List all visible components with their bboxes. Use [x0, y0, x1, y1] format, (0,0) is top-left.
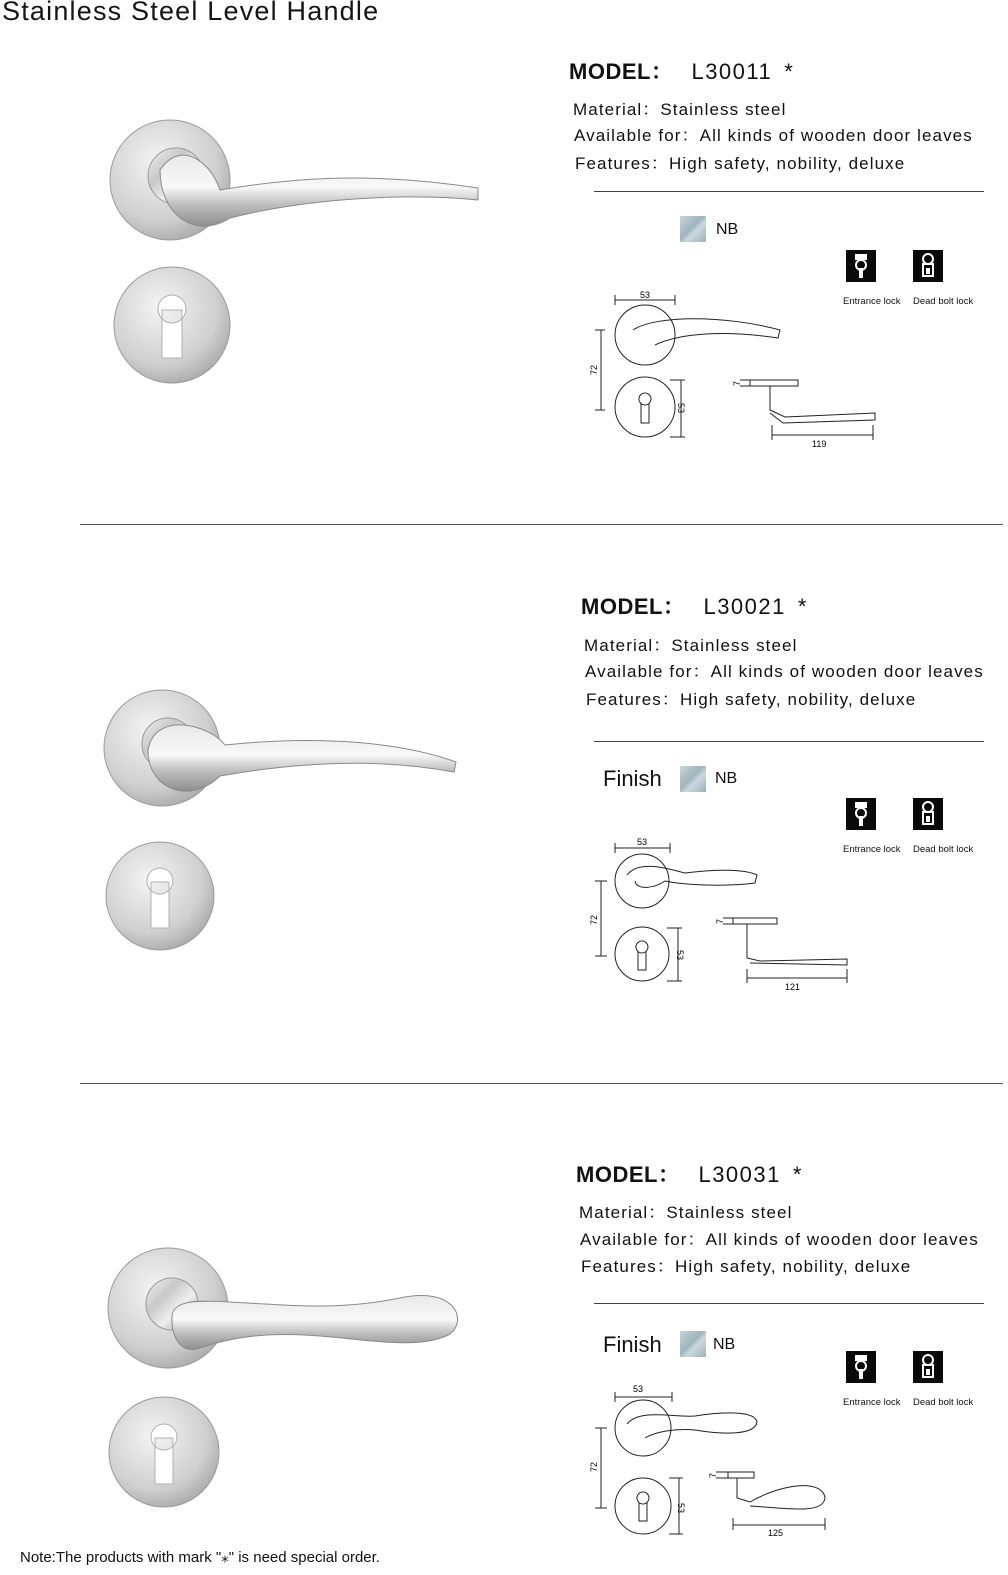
dim-spacing: 72	[589, 1461, 599, 1472]
finish-label: Finish	[603, 1332, 662, 1357]
dim-rose: 53	[640, 290, 651, 300]
dead-bolt-lock-label: Dead bolt lock	[913, 844, 974, 855]
page-title: Stainless Steel Level Handle	[2, 0, 380, 26]
dead-bolt-lock-icon	[913, 1351, 943, 1383]
spec-divider	[594, 1303, 984, 1304]
dead-bolt-lock-label: Dead bolt lock	[913, 1397, 974, 1408]
handle-photo	[100, 100, 490, 390]
dead-bolt-lock-label: Dead bolt lock	[913, 296, 974, 307]
technical-drawing	[585, 833, 865, 998]
spec-available: Available for：All kinds of wooden door leaves	[585, 662, 984, 681]
dim-length: 121	[785, 982, 801, 992]
finish-label: Finish	[603, 766, 662, 791]
model-label: MODEL：	[581, 594, 686, 619]
entrance-lock-label: Entrance lock	[843, 844, 901, 855]
model-code: L30031	[698, 1162, 781, 1187]
entrance-lock-icon	[846, 1351, 876, 1383]
spec-material: Material：Stainless steel	[579, 1203, 793, 1222]
handle-photo	[100, 680, 470, 960]
entrance-lock-icon	[846, 250, 876, 282]
model-label: MODEL：	[576, 1162, 681, 1187]
section-divider	[80, 524, 1003, 525]
special-order-mark: *	[784, 59, 793, 84]
special-order-note: Note:The products with mark "⁎" is need special order.	[20, 1549, 380, 1566]
dim-rose: 53	[633, 1384, 644, 1394]
finish-code: NB	[715, 770, 738, 787]
spec-divider	[594, 741, 984, 742]
special-order-mark: *	[792, 1162, 802, 1187]
technical-drawing	[585, 285, 885, 455]
dim-escutcheon: 53	[676, 1503, 686, 1514]
dim-escutcheon: 53	[675, 950, 685, 961]
spec-available: Available for：All kinds of wooden door leaves	[574, 126, 973, 145]
dim-spacing: 72	[589, 914, 599, 925]
model-code: L30011	[691, 59, 773, 84]
technical-drawing	[585, 1380, 845, 1545]
section-divider	[80, 1083, 1003, 1084]
finish-code: NB	[713, 1336, 736, 1353]
spec-divider	[594, 191, 984, 192]
finish-swatch	[680, 1331, 706, 1357]
model-heading	[569, 55, 793, 86]
spec-material: Material：Stainless steel	[573, 100, 787, 119]
dim-thickness: 7	[715, 918, 725, 924]
entrance-lock-label: Entrance lock	[843, 1397, 901, 1408]
dead-bolt-lock-icon	[913, 798, 943, 830]
model-heading	[581, 590, 806, 621]
entrance-lock-label: Entrance lock	[843, 296, 901, 307]
dead-bolt-lock-icon	[913, 250, 943, 282]
handle-photo	[100, 1240, 470, 1520]
dim-length: 125	[768, 1528, 784, 1538]
finish-swatch	[680, 766, 706, 792]
entrance-lock-icon	[846, 798, 876, 830]
dim-length: 119	[812, 439, 827, 449]
model-label: MODEL：	[569, 59, 674, 84]
dim-thickness: 7	[732, 380, 742, 386]
dim-escutcheon: 53	[676, 403, 686, 414]
dim-rose: 53	[637, 837, 648, 847]
dim-thickness: 7	[708, 1472, 718, 1478]
spec-material: Material：Stainless steel	[584, 636, 798, 655]
spec-available: Available for：All kinds of wooden door leaves	[580, 1230, 979, 1249]
finish-swatch	[680, 216, 706, 242]
spec-features: Features：High safety, nobility, deluxe	[581, 1257, 912, 1276]
model-heading	[576, 1158, 801, 1189]
finish-code: NB	[716, 221, 739, 238]
special-order-mark: *	[797, 594, 807, 619]
model-code: L30021	[703, 594, 786, 619]
dim-spacing: 72	[589, 364, 599, 375]
spec-features: Features：High safety, nobility, deluxe	[586, 690, 917, 709]
spec-features: Features：High safety, nobility, deluxe	[575, 154, 906, 173]
